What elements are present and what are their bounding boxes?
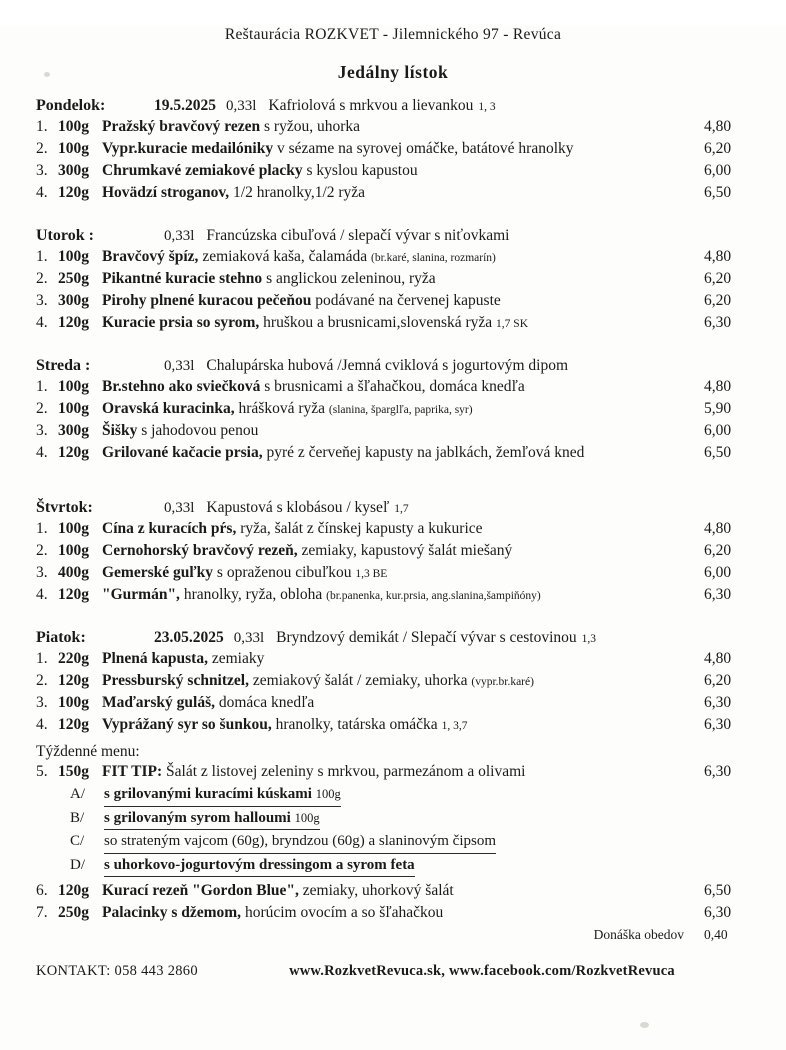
item-note: 1,3 BE <box>355 568 388 580</box>
item-weight: 250g <box>58 270 89 287</box>
item-name: Oravská kuracinka, <box>102 400 235 417</box>
item-name: Cína z kuracích pŕs, <box>102 520 237 537</box>
item-rest: podávané na červenej kapuste <box>315 292 501 309</box>
item-weight: 100g <box>58 378 89 395</box>
item-weight: 120g <box>58 184 89 201</box>
item-weight: 400g <box>58 564 89 581</box>
item-note: (vypr.br.karé) <box>471 676 534 688</box>
item-number: 3. <box>36 694 48 711</box>
item-price: 6,00 <box>704 162 732 179</box>
item-weight: 120g <box>58 314 89 331</box>
day-header <box>36 97 758 115</box>
fit-tip-name: FIT TIP: <box>102 763 163 780</box>
item-note: 1,7 SK <box>496 318 528 330</box>
item-weight: 220g <box>58 650 89 667</box>
menu-page <box>0 26 786 1050</box>
item-price: 4,80 <box>704 378 732 395</box>
item-description <box>102 692 704 714</box>
item-rest: zemiakový šalát / zemiaky, uhorka <box>252 672 468 689</box>
item-price: 6,30 <box>704 694 732 711</box>
item-number: 4. <box>36 586 48 603</box>
item-rest: hranolky, tatárska omáčka <box>275 716 438 733</box>
item-number: 1. <box>36 650 48 667</box>
item-weight: 100g <box>58 140 89 157</box>
spacer <box>36 211 758 227</box>
item-note: (slanina, šparglľa, paprika, syr) <box>328 404 473 416</box>
item-price: 6,20 <box>704 542 732 559</box>
item-number: 1. <box>36 248 48 265</box>
menu-item-row <box>36 880 758 902</box>
item-rest: ryža, šalát z čínskej kapusty a kukurice <box>240 520 483 537</box>
item-number: 2. <box>36 542 48 559</box>
item-rest: pyré z červeňej kapusty na jablkách, žemľová kned <box>266 444 585 461</box>
menu-item-row <box>36 648 758 670</box>
day-block-wednesday <box>36 357 758 464</box>
fit-variant-c <box>70 830 758 854</box>
menu-item-row <box>36 442 758 464</box>
fit-variant-a <box>70 783 758 807</box>
item-description <box>102 714 704 736</box>
item-rest: s jahodovou penou <box>141 422 259 439</box>
item-description <box>102 138 704 160</box>
menu-item-row <box>36 420 758 442</box>
item-description <box>102 442 704 464</box>
item-name: Vyprážaný syr so šunkou, <box>102 716 272 733</box>
soup-allergens: 1,3 <box>581 633 597 645</box>
item-price: 6,30 <box>704 904 732 921</box>
item-weight: 100g <box>58 694 89 711</box>
day-date: 19.5.2025 <box>154 97 216 114</box>
item-price: 6,20 <box>704 292 732 309</box>
day-block-monday <box>36 97 758 204</box>
item-number: 4. <box>36 314 48 331</box>
soup-name: Chalupárska hubová /Jemná cviklová s jogurtovým dipom <box>206 357 569 374</box>
item-description <box>102 246 704 268</box>
soup-volume: 0,33l <box>164 358 195 374</box>
menu-item-row <box>36 246 758 268</box>
item-weight: 250g <box>58 904 89 921</box>
item-rest: zemiaky <box>211 650 265 667</box>
fit-variant-d <box>70 854 758 878</box>
item-price: 6,20 <box>704 140 732 157</box>
item-name: Hovädzí stroganov, <box>102 184 230 201</box>
day-block-tuesday <box>36 227 758 334</box>
spacer <box>36 613 758 629</box>
item-price: 6,00 <box>704 564 732 581</box>
page-footer <box>0 963 786 980</box>
item-note: 1, 3,7 <box>441 720 468 732</box>
variant-text: s uhorkovo-jogurtovým dressingom a syrom feta <box>104 854 415 878</box>
item-number: 3. <box>36 162 48 179</box>
item-name: Kurací rezeň "Gordon Blue", <box>102 882 299 899</box>
item-note: (br.panenka, kur.prsia, ang.slanina,šampiňóny) <box>326 590 541 602</box>
soup-allergens: 1, 3 <box>478 101 496 113</box>
menu-item-row <box>36 540 758 562</box>
item-description <box>102 312 704 334</box>
item-name: Bravčový špíz, <box>102 248 199 265</box>
item-weight: 120g <box>58 444 89 461</box>
fit-tip-row <box>36 761 758 783</box>
item-weight: 300g <box>58 292 89 309</box>
item-price: 5,90 <box>704 400 732 417</box>
item-price: 6,30 <box>704 716 732 733</box>
spacer <box>36 341 758 357</box>
item-weight: 120g <box>58 586 89 603</box>
day-name: Pondelok: <box>36 97 106 114</box>
variant-letter: B/ <box>70 809 85 826</box>
item-name: Grilované kačacie prsia, <box>102 444 263 461</box>
item-weight: 100g <box>58 520 89 537</box>
item-price: 6,30 <box>704 586 732 603</box>
soup-volume: 0,33l <box>226 98 257 114</box>
menu-item-row <box>36 518 758 540</box>
item-name: Palacinky s džemom, <box>102 904 242 921</box>
item-name: Kuracie prsia so syrom, <box>102 314 260 331</box>
day-date: 23.05.2025 <box>154 629 224 646</box>
contact-info: KONTAKT: 058 443 2860 <box>36 963 198 979</box>
item-rest: zemiaková kaša, čalamáda <box>202 248 368 265</box>
menu-item-row <box>36 138 758 160</box>
item-number: 4. <box>36 716 48 733</box>
item-description <box>102 761 704 783</box>
item-rest: zemiaky, kapustový šalát miešaný <box>301 542 513 559</box>
item-number: 2. <box>36 140 48 157</box>
day-name: Piatok: <box>36 629 86 646</box>
menu-item-row <box>36 376 758 398</box>
item-number: 3. <box>36 292 48 309</box>
soup-allergens: 1,7 <box>394 503 409 515</box>
item-number: 1. <box>36 378 48 395</box>
item-rest: s ryžou, uhorka <box>264 118 360 135</box>
item-price: 6,20 <box>704 672 732 689</box>
item-name: Pirohy plnené kuracou pečeňou <box>102 292 312 309</box>
item-number: 2. <box>36 672 48 689</box>
item-number: 3. <box>36 564 48 581</box>
menu-item-row <box>36 584 758 606</box>
soup-volume: 0,33l <box>233 630 265 646</box>
variant-letter: D/ <box>70 856 85 873</box>
item-name: Maďarský guláš, <box>102 694 215 711</box>
day-header <box>36 499 758 517</box>
delivery-price: 0,40 <box>704 927 728 942</box>
variant-text-group <box>104 783 341 807</box>
menu-item-row <box>36 714 758 736</box>
item-price: 6,50 <box>704 184 732 201</box>
day-block-friday <box>36 629 758 736</box>
item-rest: s kyslou kapustou <box>306 162 418 179</box>
item-rest: s opraženou cibuľkou <box>216 564 352 581</box>
item-weight: 100g <box>58 542 89 559</box>
item-description <box>102 116 704 138</box>
item-weight: 120g <box>58 882 89 899</box>
item-rest: 1/2 hranolky,1/2 ryža <box>233 184 366 201</box>
restaurant-header: Reštaurácia ROZKVET - Jilemnického 97 - Revúca <box>224 26 562 43</box>
paper-speck <box>640 1022 649 1028</box>
day-name: Utorok : <box>36 227 94 244</box>
variant-letter: C/ <box>70 833 85 849</box>
fit-variant-b <box>70 807 758 831</box>
menu-item-row <box>36 116 758 138</box>
item-number: 1. <box>36 118 48 135</box>
item-description <box>102 420 704 442</box>
variant-text-group <box>104 807 320 831</box>
item-price: 4,80 <box>704 118 732 135</box>
item-number: 5. <box>36 763 48 780</box>
item-description <box>102 880 704 902</box>
menu-item-row <box>36 312 758 334</box>
item-name: Br.stehno ako sviečková <box>102 378 261 395</box>
item-description <box>102 518 704 540</box>
menu-content <box>0 97 786 943</box>
variant-text: s grilovaným syrom halloumi <box>104 809 291 826</box>
soup-name: Bryndzový demikát / Slepačí vývar s cestovinou <box>276 629 577 646</box>
item-description <box>102 290 704 312</box>
item-name: Pressburský schnitzel, <box>102 672 249 689</box>
item-weight: 300g <box>58 422 89 439</box>
item-price: 6,20 <box>704 270 732 287</box>
menu-item-row <box>36 670 758 692</box>
item-price: 4,80 <box>704 520 732 537</box>
spacer <box>36 471 758 499</box>
menu-item-row <box>36 268 758 290</box>
item-price: 4,80 <box>704 248 732 265</box>
item-name: Vypr.kuracie medailóniky <box>102 140 274 157</box>
item-description <box>102 670 704 692</box>
item-description <box>102 398 704 420</box>
item-weight: 120g <box>58 716 89 733</box>
item-description <box>102 584 704 606</box>
day-header <box>36 629 758 647</box>
item-number: 2. <box>36 270 48 287</box>
soup-name: Kapustová s klobásou / kyseľ <box>206 499 390 516</box>
soup-name: Francúzska cibuľová / slepačí vývar s niťovkami <box>206 227 510 244</box>
item-weight: 100g <box>58 118 89 135</box>
item-rest: v sézame na syrovej omáčke, batátové hranolky <box>276 140 574 157</box>
menu-item-row <box>36 902 758 924</box>
item-number: 4. <box>36 444 48 461</box>
item-description <box>102 562 704 584</box>
item-name: Pražský bravčový rezen <box>102 118 261 135</box>
item-rest: s brusnicami a šľahačkou, domáca knedľa <box>264 378 525 395</box>
menu-item-row <box>36 182 758 204</box>
menu-item-row <box>36 562 758 584</box>
item-number: 7. <box>36 904 48 921</box>
delivery-row <box>36 927 758 943</box>
item-name: Cernohorský bravčový rezeň, <box>102 542 298 559</box>
item-description <box>102 160 704 182</box>
item-weight: 120g <box>58 672 89 689</box>
item-rest: domáca knedľa <box>218 694 315 711</box>
item-price: 6,50 <box>704 882 732 899</box>
item-description <box>102 182 704 204</box>
menu-item-row <box>36 290 758 312</box>
variant-text: so strateným vajcom (60g), bryndzou (60g) a slaninovým čipsom <box>104 830 496 854</box>
day-name: Streda : <box>36 357 91 374</box>
item-rest: hrášková ryža <box>238 400 326 417</box>
item-weight: 100g <box>58 248 89 265</box>
item-description <box>102 540 704 562</box>
item-rest: hruškou a brusnicami,slovenská ryža <box>263 314 493 331</box>
item-price: 6,30 <box>704 763 732 780</box>
soup-name: Kafriolová s mrkvou a lievankou <box>268 97 474 114</box>
item-rest: zemiaky, uhorkový šalát <box>302 882 454 899</box>
item-number: 1. <box>36 520 48 537</box>
delivery-label: Donáška obedov <box>593 927 684 942</box>
item-name: Chrumkavé zemiakové placky <box>102 162 303 179</box>
item-description <box>102 648 704 670</box>
item-number: 3. <box>36 422 48 439</box>
paper-speck <box>44 72 50 77</box>
item-price: 4,80 <box>704 650 732 667</box>
item-note: (br.karé, slanina, rozmarín) <box>371 252 496 264</box>
fit-tip-rest: Šalát z listovej zeleniny s mrkvou, parmezánom a olivami <box>162 763 526 780</box>
weekly-menu-label: Týždenné menu: <box>36 743 140 760</box>
website-links[interactable]: www.RozkvetRevuca.sk, www.facebook.com/RozkvetRevuca <box>289 963 675 979</box>
item-description <box>102 902 704 924</box>
day-name: Štvrtok: <box>36 499 93 516</box>
item-price: 6,30 <box>704 314 732 331</box>
variant-note: 100g <box>294 810 320 825</box>
variant-letter: A/ <box>70 786 85 802</box>
menu-item-row <box>36 398 758 420</box>
item-name: Plnená kapusta, <box>102 650 208 667</box>
item-description <box>102 376 704 398</box>
page-title: Jedálny lístok <box>337 62 449 82</box>
item-weight: 300g <box>58 162 89 179</box>
item-weight: 100g <box>58 400 89 417</box>
item-rest: hranolky, ryža, obloha <box>183 586 323 603</box>
item-number: 4. <box>36 184 48 201</box>
item-name: "Gurmán", <box>102 586 180 603</box>
item-price: 6,50 <box>704 444 732 461</box>
day-block-thursday <box>36 499 758 606</box>
item-price: 6,00 <box>704 422 732 439</box>
item-number: 2. <box>36 400 48 417</box>
item-name: Šišky <box>102 422 138 439</box>
soup-volume: 0,33l <box>164 500 195 516</box>
item-rest: s anglickou zeleninou, ryža <box>266 270 436 287</box>
menu-item-row <box>36 692 758 714</box>
item-name: Gemerské guľky <box>102 564 214 581</box>
menu-item-row <box>36 160 758 182</box>
item-weight: 150g <box>58 763 89 780</box>
item-rest: horúcim ovocím a so šľahačkou <box>244 904 444 921</box>
variant-text: s grilovanými kuracími kúskami <box>104 786 312 802</box>
item-name: Pikantné kuracie stehno <box>102 270 263 287</box>
day-header <box>36 227 758 245</box>
soup-volume: 0,33l <box>164 228 195 244</box>
day-header <box>36 357 758 375</box>
item-number: 6. <box>36 882 48 899</box>
variant-note: 100g <box>315 787 341 801</box>
item-description <box>102 268 704 290</box>
